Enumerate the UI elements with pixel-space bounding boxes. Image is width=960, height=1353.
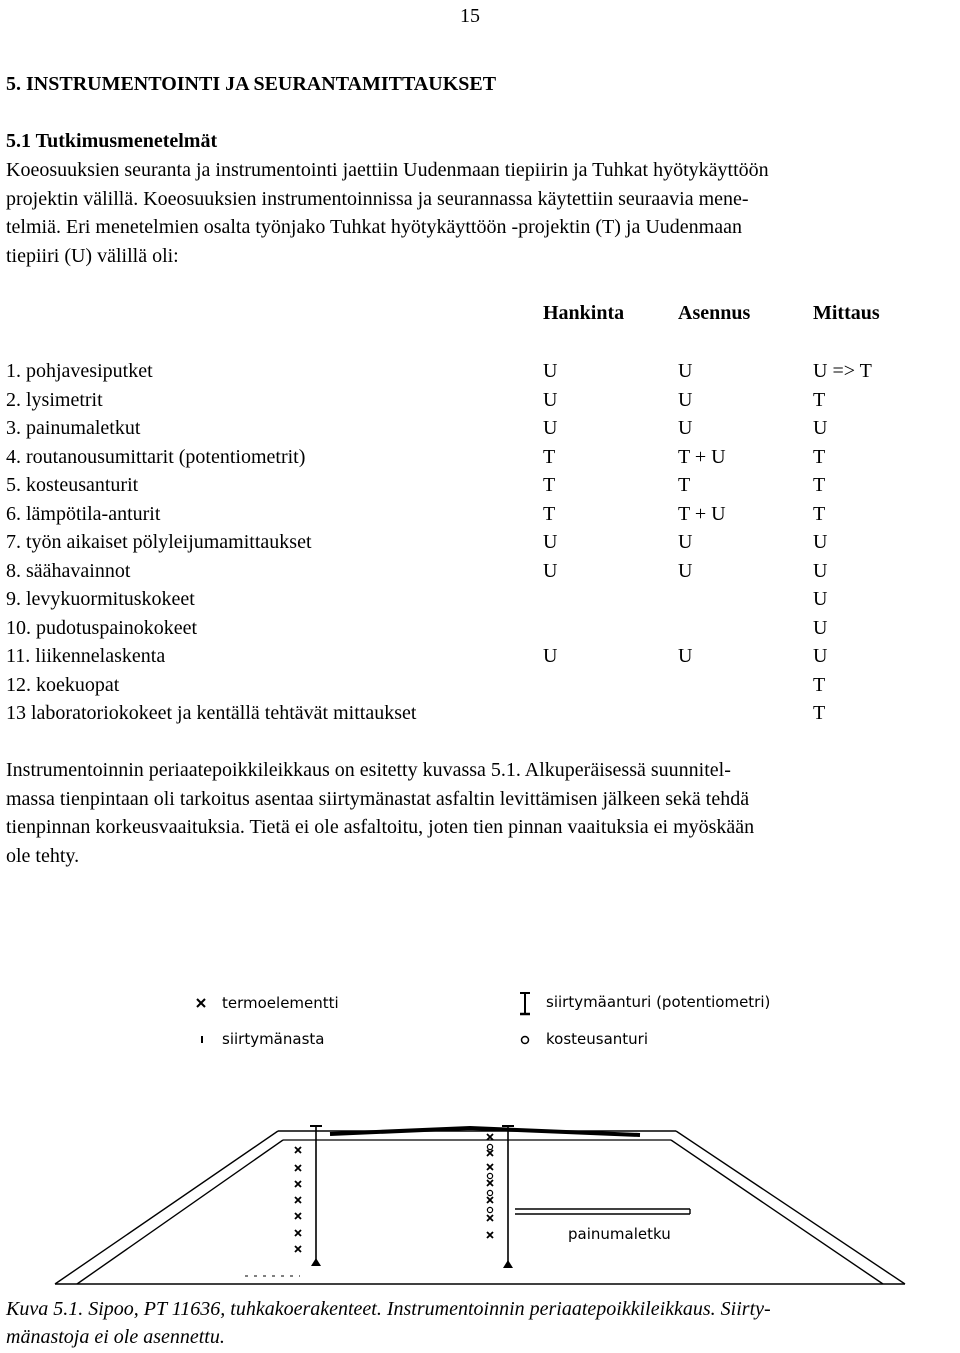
- intro-paragraph: [6, 156, 769, 271]
- label-painumaletku: painumaletku: [568, 1225, 671, 1243]
- cell-asennus: T: [678, 474, 691, 496]
- row-label: 9. levykuormituskokeet: [6, 588, 195, 610]
- cell-asennus: T + U: [678, 445, 726, 468]
- row-label: 8. säähavainnot: [6, 559, 131, 582]
- row-label: 5. kosteusanturit: [6, 474, 139, 496]
- cell-mittaus: T: [813, 702, 826, 724]
- cell-mittaus: U: [813, 531, 828, 553]
- cell-hankinta: U: [543, 531, 558, 553]
- legend-label-siirtymanasta: siirtymänasta: [222, 1030, 325, 1048]
- intro-line: projektin välillä. Koeosuuksien instrumentoinnissa ja seurannassa käytettiin seuraavia mene-: [6, 187, 749, 210]
- cell-mittaus: U: [813, 588, 828, 610]
- table-row: [6, 528, 946, 556]
- cell-mittaus: U: [813, 559, 828, 582]
- table-row: [6, 443, 946, 471]
- header-hankinta: Hankinta: [543, 302, 625, 324]
- cell-mittaus: T: [813, 388, 826, 411]
- cell-hankinta: T: [543, 474, 556, 496]
- body-line: massa tienpintaan oli tarkoitus asentaa siirtymänastat asfaltin levittämisen jälkeen sekä tehdä: [6, 787, 750, 810]
- legend-label-siirtymaanturi: siirtymäanturi (potentiometri): [546, 993, 771, 1011]
- row-label: 13 laboratoriokokeet ja kentällä tehtävät mittaukset: [6, 702, 417, 724]
- header-mittaus: Mittaus: [813, 302, 880, 324]
- page-number: 15: [460, 5, 480, 27]
- row-label: 1. pohjavesiputket: [6, 360, 153, 382]
- table-row: [6, 642, 946, 670]
- cell-mittaus: T: [813, 445, 826, 468]
- cell-asennus: U: [678, 388, 693, 411]
- table-row: [6, 614, 946, 642]
- table-row: [6, 500, 946, 528]
- cell-hankinta: U: [543, 388, 558, 411]
- row-label: 4. routanousumittarit (potentiometrit): [6, 445, 306, 468]
- legend-label-kosteusanturi: kosteusanturi: [546, 1030, 648, 1048]
- table-row: [6, 585, 946, 613]
- cell-asennus: U: [678, 417, 693, 439]
- body-line: ole tehty.: [6, 845, 80, 868]
- body-line: Instrumentoinnin periaatepoikkileikkaus on esitetty kuvassa 5.1. Alkuperäisessä suunnitel-: [6, 759, 731, 781]
- legend-label-termoelementti: termoelementti: [222, 994, 339, 1012]
- intro-line: telmiä. Eri menetelmien osalta työnjako Tuhkat hyötykäyttöön -projektin (T) ja Uudenmaan: [6, 216, 742, 239]
- cell-asennus: T + U: [678, 502, 726, 525]
- body-line: tienpinnan korkeusvaaituksia. Tietä ei ole asfaltoitu, joten tien pinnan vaaituksia ei myöskään: [6, 816, 755, 839]
- figure-caption: [6, 1295, 946, 1351]
- cell-mittaus: T: [813, 673, 826, 696]
- cell-hankinta: U: [543, 559, 558, 582]
- cell-hankinta: U: [543, 417, 558, 439]
- row-label: 6. lämpötila-anturit: [6, 502, 161, 525]
- cross-marker-icon: [194, 996, 208, 1010]
- row-label: 12. koekuopat: [6, 673, 120, 696]
- table-header-row: [6, 299, 946, 327]
- row-label: 3. painumaletkut: [6, 417, 141, 439]
- cell-mittaus: U: [813, 417, 828, 439]
- table-row: [6, 671, 946, 699]
- header-asennus: Asennus: [678, 302, 751, 324]
- row-label: 2. lysimetrit: [6, 388, 103, 411]
- table-row: [6, 699, 946, 727]
- row-label: 7. työn aikaiset pölyleijumamittaukset: [6, 531, 312, 553]
- chapter-heading: 5. INSTRUMENTOINTI JA SEURANTAMITTAUKSET: [6, 73, 497, 95]
- cell-hankinta: U: [543, 645, 558, 667]
- cell-asennus: U: [678, 531, 693, 553]
- caption-line: mänastoja ei ole asennettu.: [6, 1326, 225, 1348]
- cell-mittaus: U: [813, 645, 828, 667]
- row-label: 10. pudotuspainokokeet: [6, 616, 198, 639]
- cell-mittaus: U => T: [813, 360, 872, 382]
- intro-line: tiepiiri (U) välillä oli:: [6, 245, 179, 268]
- cell-mittaus: U: [813, 616, 828, 639]
- caption-line: Kuva 5.1. Sipoo, PT 11636, tuhkakoerakenteet. Instrumentoinnin periaatepoikkileikkaus. Siirty-: [6, 1298, 771, 1320]
- section-heading: 5.1 Tutkimusmenetelmät: [6, 130, 218, 152]
- cell-hankinta: T: [543, 502, 556, 525]
- cross-section-drawing: [0, 1090, 960, 1300]
- cell-hankinta: T: [543, 445, 556, 468]
- table-row: [6, 557, 946, 585]
- cell-asennus: U: [678, 559, 693, 582]
- row-label: 11. liikennelaskenta: [6, 645, 166, 667]
- cell-mittaus: T: [813, 474, 826, 496]
- potentiometer-marker-icon: [517, 991, 533, 1017]
- dot-marker-icon: [198, 1034, 206, 1046]
- intro-line: Koeosuuksien seuranta ja instrumentointi jaettiin Uudenmaan tiepiirin ja Tuhkat hyötykäyttöön: [6, 159, 769, 181]
- cell-mittaus: T: [813, 502, 826, 525]
- body-paragraph: [6, 756, 754, 871]
- cell-asennus: U: [678, 645, 693, 667]
- table-row: [6, 357, 946, 385]
- table-row: [6, 386, 946, 414]
- cell-hankinta: U: [543, 360, 558, 382]
- circle-marker-icon: [519, 1034, 531, 1046]
- table-row: [6, 471, 946, 499]
- cell-asennus: U: [678, 360, 693, 382]
- table-row: [6, 414, 946, 442]
